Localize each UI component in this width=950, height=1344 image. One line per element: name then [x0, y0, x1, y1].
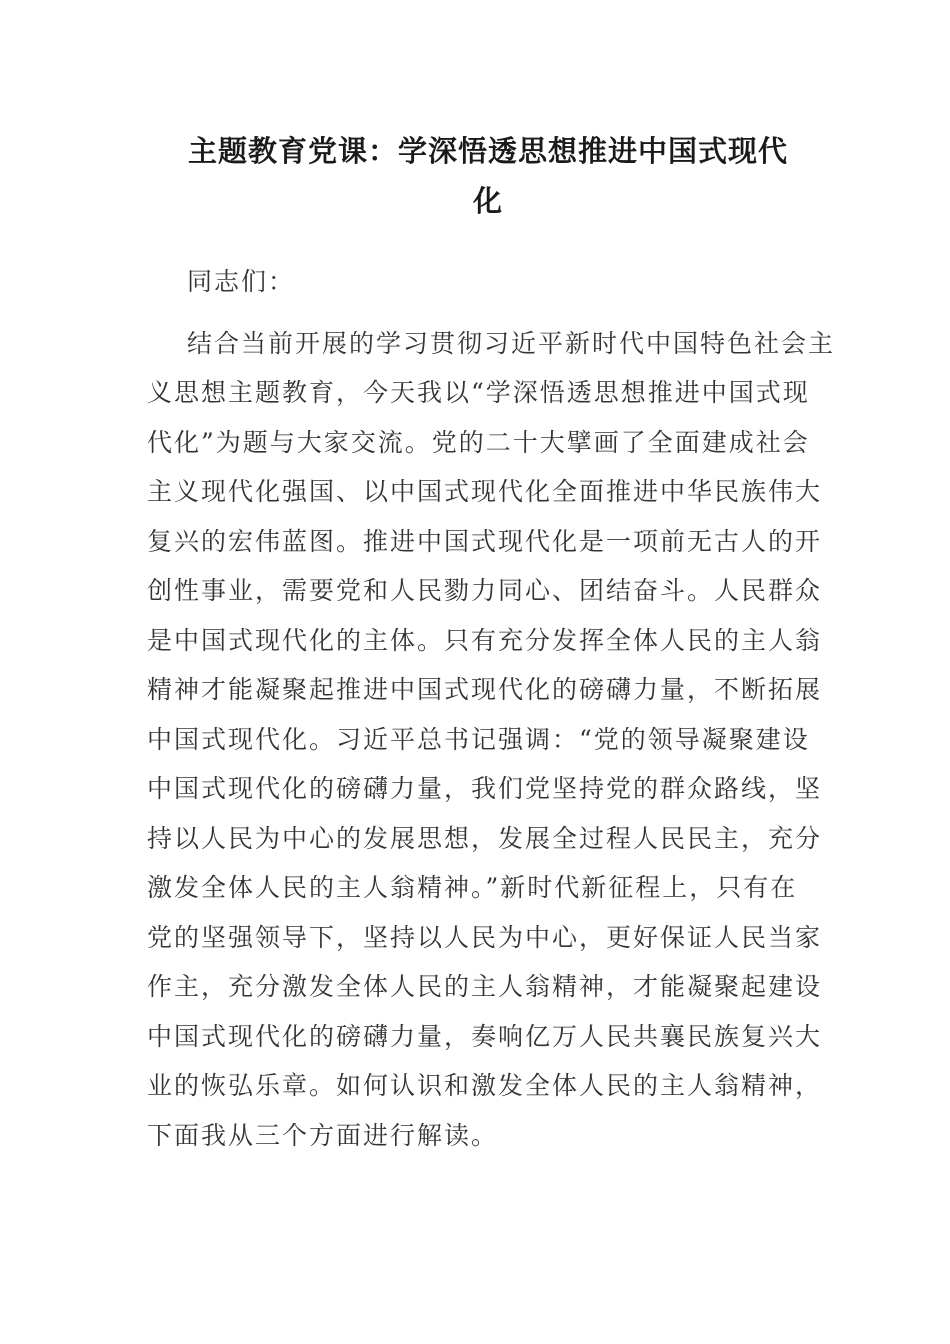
paragraph-line: 是中国式现代化的主体。只有充分发挥全体人民的主人翁	[147, 625, 823, 655]
salutation: 同志们：	[187, 267, 296, 296]
paragraph-line: 党的坚强领导下，坚持以人民为中心，更好保证人民当家	[147, 922, 823, 952]
title-line-2: 化	[472, 184, 503, 218]
paragraph-line: 持以人民为中心的发展思想，发展全过程人民民主，充分	[147, 823, 823, 853]
paragraph-line: 复兴的宏伟蓝图。推进中国式现代化是一项前无古人的开	[147, 526, 823, 556]
paragraph-line: 创性事业，需要党和人民勠力同心、团结奋斗。人民群众	[147, 576, 823, 605]
paragraph-line: 中国式现代化。习近平总书记强调：“党的领导凝聚建设	[147, 724, 810, 754]
paragraph-line: 中国式现代化的磅礴力量，我们党坚持党的群众路线，坚	[147, 774, 823, 803]
paragraph-line: 中国式现代化的磅礴力量，奏响亿万人民共襄民族复兴大	[147, 1021, 823, 1051]
paragraph-line: 结合当前开展的学习贯彻习近平新时代中国特色社会主	[187, 328, 836, 358]
paragraph-line: 代化”为题与大家交流。党的二十大擘画了全面建成社会	[147, 427, 810, 457]
paragraph-line: 业的恢弘乐章。如何认识和激发全体人民的主人翁精神，	[147, 1071, 823, 1100]
document-title	[188, 126, 788, 226]
paragraph-line: 主义现代化强国、以中国式现代化全面推进中华民族伟大	[147, 477, 823, 506]
document-body	[147, 257, 836, 1160]
paragraph-line: 精神才能凝聚起推进中国式现代化的磅礴力量，不断拓展	[147, 675, 823, 704]
title-line-1: 主题教育党课：学深悟透思想推进中国式现代	[188, 134, 789, 168]
paragraph-line: 义思想主题教育，今天我以“学深悟透思想推进中国式现	[147, 378, 810, 407]
paragraph-line: 激发全体人民的主人翁精神。”新时代新征程上，只有在	[147, 873, 798, 902]
paragraph-line: 作主，充分激发全体人民的主人翁精神，才能凝聚起建设	[147, 972, 823, 1001]
paragraph-line: 下面我从三个方面进行解读。	[147, 1120, 499, 1150]
paragraph	[147, 319, 836, 1161]
